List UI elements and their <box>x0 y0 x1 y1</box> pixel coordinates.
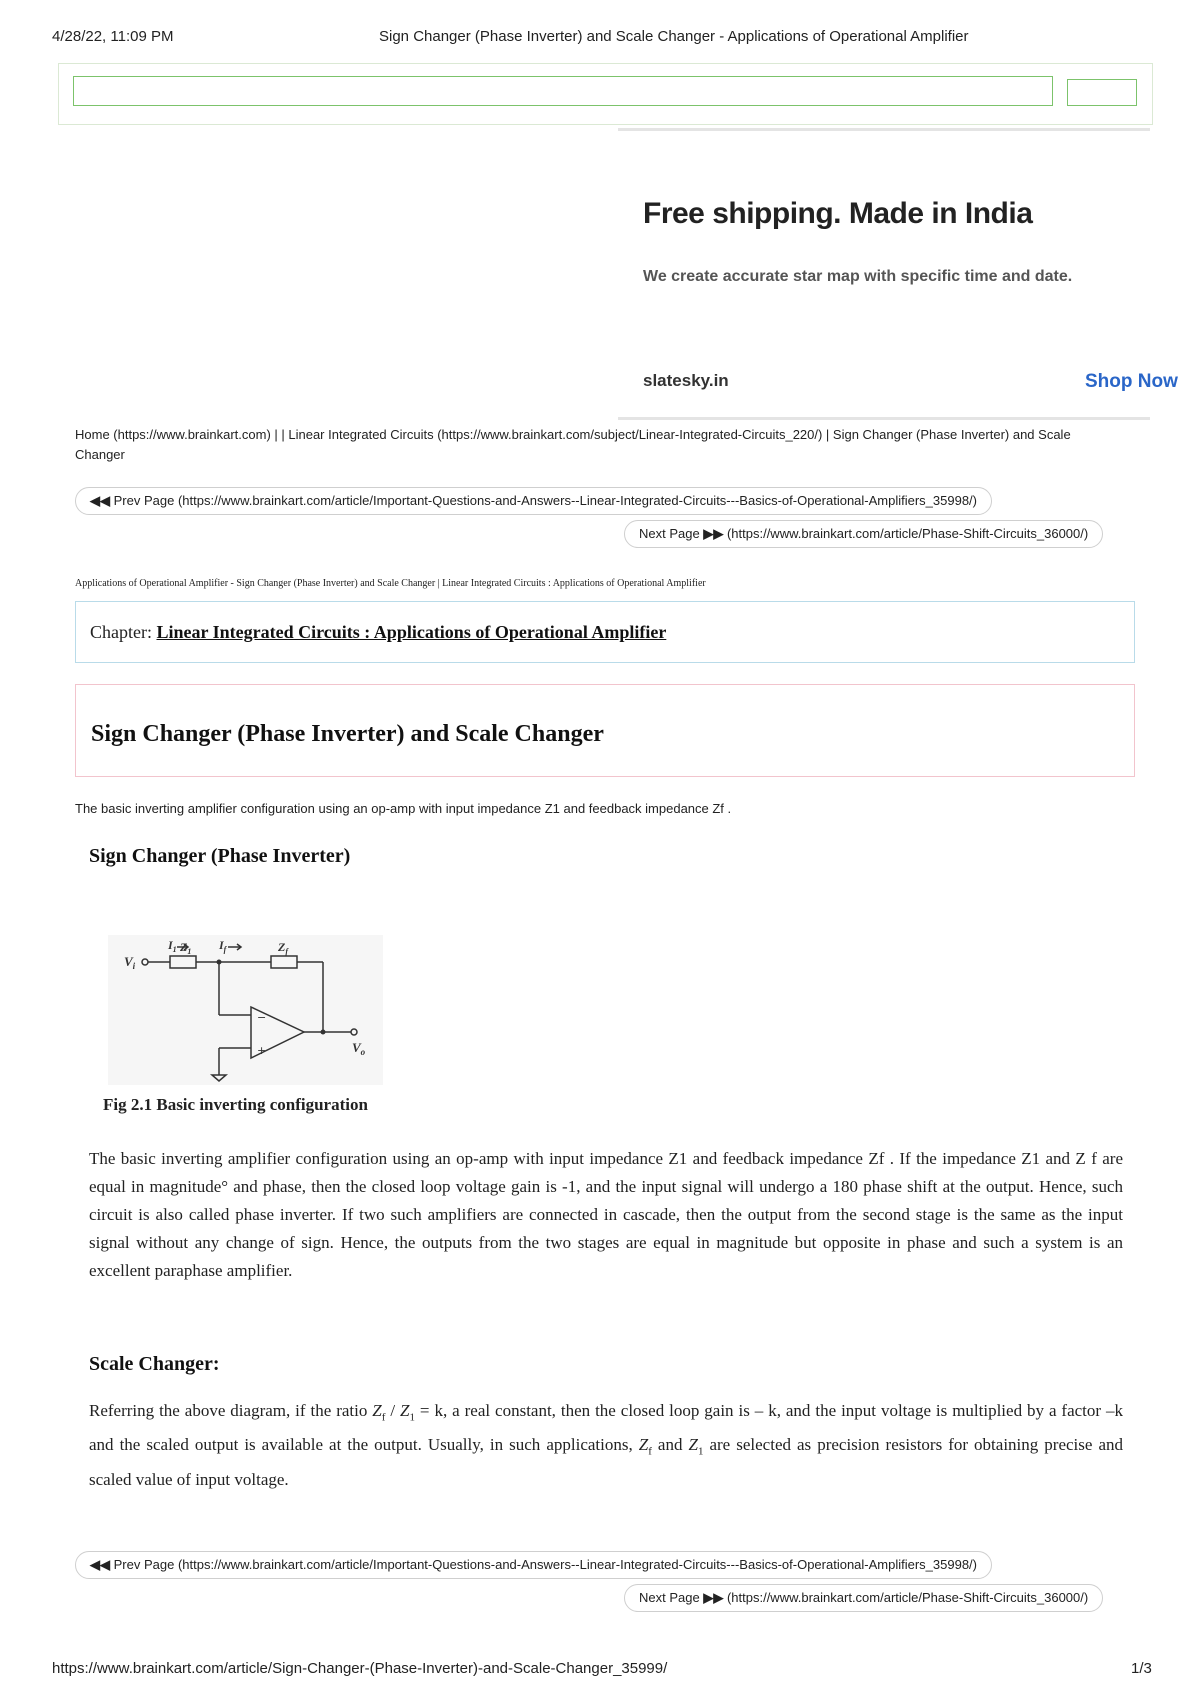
double-chevron-right-icon: ▶▶ <box>703 526 724 541</box>
ad-shop-button[interactable]: Shop Now <box>1085 371 1178 392</box>
chapter-link[interactable]: Linear Integrated Circuits : Applications of Operational Amplifier <box>156 622 667 642</box>
minus-sign: − <box>257 1011 267 1024</box>
search-input[interactable] <box>73 76 1053 106</box>
prev-page-link-bottom[interactable] <box>75 1551 992 1579</box>
prev-page-link-top[interactable] <box>75 487 992 515</box>
print-page-number: 1/3 <box>1131 1660 1152 1677</box>
double-chevron-right-icon: ▶▶ <box>703 1590 724 1605</box>
ad-domain: slatesky.in <box>643 371 729 390</box>
inverting-amplifier-figure <box>108 935 383 1085</box>
label-if: $I_f$ <box>219 938 227 954</box>
section-body-scale-changer: Referring the above diagram, if the ratio $Z_f / Z_1 = k$, a real constant, then the closed loop gain is – k, and the input voltage is multiplied by a factor –k and the scaled output is available at the output. Usually, in such applications, $Z_f$ and $Z_1$ are selected as precision resistors for obtaining precise and scaled value of input voltage. <box>89 1401 1123 1489</box>
print-title: Sign Changer (Phase Inverter) and Scale Changer - Applications of Operational Amplifier <box>379 28 969 45</box>
article-title: Sign Changer (Phase Inverter) and Scale Changer <box>91 721 604 747</box>
next-page-label: Next Page <box>639 526 700 541</box>
label-vo: $V_o$ <box>352 1040 366 1057</box>
print-datetime: 4/28/22, 11:09 PM <box>52 28 174 45</box>
section-heading-scale-changer: Scale Changer: <box>89 1353 220 1375</box>
next-page-label: Next Page <box>639 1590 700 1605</box>
figure-caption: Fig 2.1 Basic inverting configuration <box>103 1095 368 1114</box>
label-vi: $V_i$ <box>124 954 136 971</box>
section-body-sign-changer: The basic inverting amplifier configuration using an op-amp with input impedance Z1 and feedback impedance Zf . If the impedance Z1 and Z f are equal in magnitude° and phase, then the closed loop voltage gain is -1, and the input signal will undergo a 180 phase shift at the output. Hence, such circuit is also called phase inverter. If two such amplifiers are connected in cascade, then the output from the second stage is the same as the input signal without any change of sign. Hence, the outputs from the two stages are equal in magnitude but opposite in phase and such a system is an excellent paraphase amplifier. <box>89 1149 1123 1280</box>
advertisement[interactable] <box>618 128 1178 420</box>
next-page-url: (https://www.brainkart.com/article/Phase-Shift-Circuits_36000/) <box>726 526 1089 541</box>
search-button[interactable] <box>1067 79 1137 106</box>
prev-page-label: Prev Page (https://www.brainkart.com/article/Important-Questions-and-Answers--Linear-Integrated-Circuits---Basics-of-Operational-Amplifiers_35998/) <box>113 1557 978 1572</box>
section-heading-sign-changer: Sign Changer (Phase Inverter) <box>89 845 351 867</box>
double-chevron-left-icon: ◀◀ <box>90 1557 110 1572</box>
article-tagline: Applications of Operational Amplifier - Sign Changer (Phase Inverter) and Scale Changer | Linear Integrated Circuits : Applications of Operational Amplifier <box>75 578 706 589</box>
double-chevron-left-icon: ◀◀ <box>90 493 110 508</box>
prev-page-label: Prev Page (https://www.brainkart.com/article/Important-Questions-and-Answers--Linear-Integrated-Circuits---Basics-of-Operational-Amplifiers_35998/) <box>113 493 978 508</box>
next-page-link-top[interactable] <box>624 520 1103 548</box>
label-z1: $Z_1$ <box>180 940 192 956</box>
next-page-link-bottom[interactable] <box>624 1584 1103 1612</box>
chapter-box <box>75 601 1135 663</box>
label-zf: $Z_f$ <box>278 940 289 956</box>
article-intro: The basic inverting amplifier configuration using an op-amp with input impedance Z1 and feedback impedance Zf . <box>75 801 732 816</box>
ad-subtitle: We create accurate star map with specific time and date. <box>643 268 1073 285</box>
label-i1: $I_1$ <box>168 938 177 954</box>
print-footer-url: https://www.brainkart.com/article/Sign-Changer-(Phase-Inverter)-and-Scale-Changer_35999/ <box>52 1660 668 1677</box>
breadcrumb[interactable]: Home (https://www.brainkart.com) | | Linear Integrated Circuits (https://www.brainkart.com/subject/Linear-Integrated-Circuits_220/) | Sign Changer (Phase Inverter) and Scale Changer <box>75 427 1071 462</box>
search-bar <box>58 63 1153 125</box>
title-box <box>75 684 1135 777</box>
plus-sign: + <box>257 1044 267 1057</box>
chapter-prefix: Chapter: <box>90 622 152 642</box>
ad-title: Free shipping. Made in India <box>643 197 1033 230</box>
next-page-url: (https://www.brainkart.com/article/Phase-Shift-Circuits_36000/) <box>726 1590 1089 1605</box>
